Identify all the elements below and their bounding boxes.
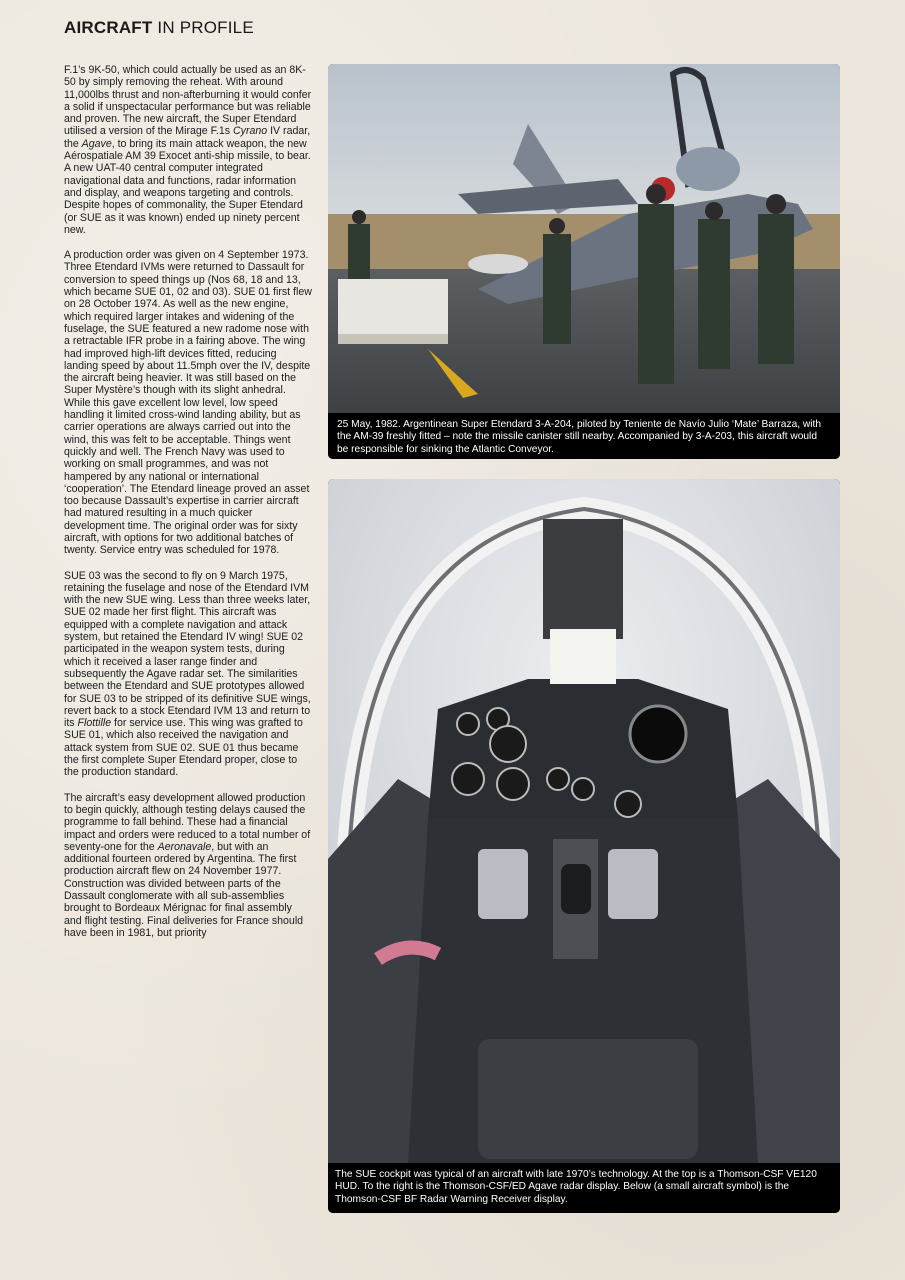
header-rest: IN PROFILE: [152, 18, 254, 37]
p1-run: IV radar, the: [64, 125, 311, 150]
paragraph-1: [64, 64, 312, 236]
p4-run: , but with an additional fourteen ordered by Argentina. The first production aircraft flew on 24 November 1977. Construction was divided between parts of the Dassault conglomerate with all sub-assemblies brought to Bordeaux Mérignac for final assembly and flight testing. Final deliveries for France should have been in 1981, but priority: [64, 840, 304, 939]
p3-run: for service use. This wing was grafted to SUE 01, which also received the navigation and attack system from SUE 02. SUE 01 thus became the first complete Super Etendard proper, close to the production standard.: [64, 717, 303, 779]
paragraph-3: [64, 570, 312, 779]
cockpit-photo-image: [328, 479, 840, 1163]
p1-run: F.1’s 9K-50, which could actually be used as an 8K-50 by simply removing the reheat. With around 11,000lbs thrust and non-afterburning it would confer a solid if unspectacular performance but was reliable and proven. The new aircraft, the Super Etendard utilised a version of the Mirage F.1s: [64, 64, 312, 138]
paragraph-2: A production order was given on 4 September 1973. Three Etendard IVMs were returned to Dassault for conversion to speed things up (Nos 68, 18 and 13, which became SUE 01, 02 and 03). SUE 01 first flew on 28 October 1974. As well as the new engine, which required larger intakes and widening of the fuselage, the SUE featured a new radome nose with a retractable IFR probe in a fairing above. The wing had improved high-lift devices fitted, reducing landing speed by about 11.5mph over the IV, despite the aircraft being heavier. It was still based on the Super Mystère’s though with its slight anhedral. While this gave excellent low level, low speed handling it limited cross-wind landing ability, but as carrier operations are always carried out into the wind, this was felt to be acceptable. Things went quickly and well. The French Navy was used to working on small programmes, and was not hampered by any national or international ‘cooperation’. The Etendard lineage proved an asset too because Dassault’s expertise in carrier aircraft had matured resulting in a much quicker development time. The original order was for sixty aircraft, with options for two additional batches of twenty. Service entry was scheduled for 1978.: [64, 249, 312, 557]
p3-italic: Flottille: [77, 717, 112, 730]
header-bold: AIRCRAFT: [64, 18, 153, 37]
p3-run: SUE 03 was the second to fly on 9 March 1975, retaining the fuselage and nose of the Etendard IVM with the new SUE wing. Less than three weeks later, SUE 02 made her first flight. This aircraft was equipped with a complete navigation and attack system, but retained the Etendard IV wing! SUE 02 participated in the weapon system tests, during which it received a laser range finder and subsequently the Agave radar set. The similarities between the Etendard and SUE prototypes allowed for SUE 03 to be stripped of its definitive SUE wings, revert back to a stock Etendard IVM 13 and return to its: [64, 569, 311, 730]
photo2-caption: The SUE cockpit was typical of an aircraft with late 1970’s technology. At the top is a Thomson-CSF VE120 HUD. To the right is the Thomson-CSF/ED Agave radar display. Below (a small aircraft symbol) is the Thomson-CSF BF Radar Warning Receiver display.: [328, 1163, 840, 1213]
aircraft-photo-image: [328, 64, 840, 413]
p1-italic: Cyrano: [233, 125, 268, 138]
photo-super-etendard: [328, 64, 840, 459]
photo-cockpit: [328, 479, 840, 1213]
running-header: [64, 18, 254, 38]
body-text-column: [64, 64, 312, 952]
p4-italic: Aeronavale: [157, 840, 212, 853]
p1-run: , to bring its main attack weapon, the new Aérospatiale AM 39 Exocet anti-ship missile, to bear. A new UAT-40 central computer integrated navigational data and functions, radar information and display, and weapons targeting and controls. Despite hopes of commonality, the Super Etendard (or SUE as it was known) ended up ninety percent new.: [64, 137, 311, 236]
p4-run: The aircraft’s easy development allowed production to begin quickly, although testing delays caused the programme to fall behind. These had a financial impact and orders were reduced to a total number of seventy-one for the: [64, 791, 311, 853]
p1-italic: Agave: [81, 137, 112, 150]
paragraph-4: [64, 792, 312, 940]
photo1-caption: 25 May, 1982. Argentinean Super Etendard 3-A-204, piloted by Teniente de Navío Julio ‘Mate’ Barraza, with the AM-39 freshly fitted – note the missile canister still nearby. Accompanied by 3-A-203, this aircraft would be responsible for sinking the Atlantic Conveyor.: [328, 413, 840, 459]
